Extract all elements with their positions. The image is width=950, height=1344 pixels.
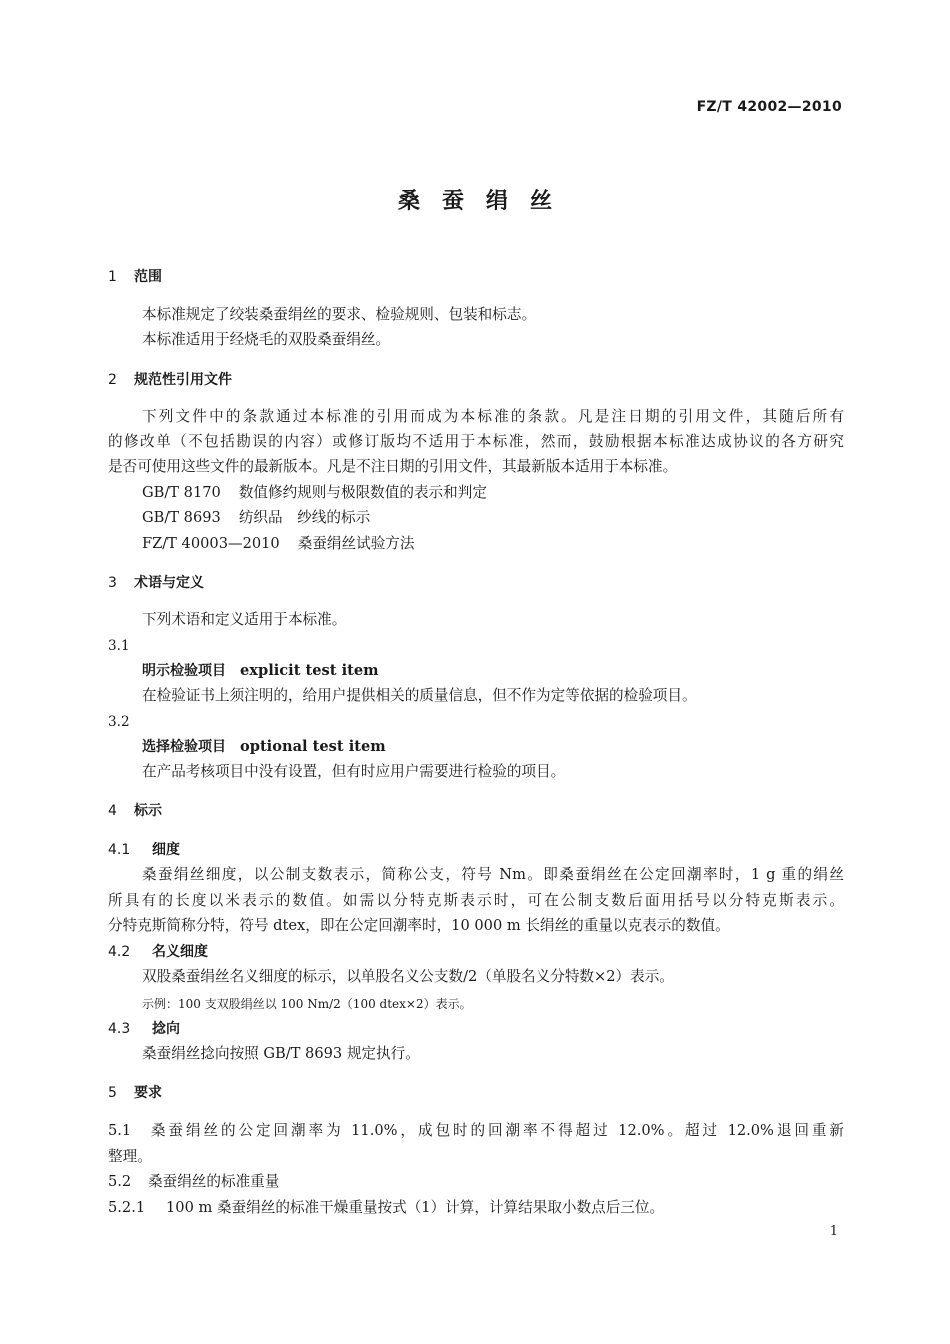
reference-code: GB/T 8170	[142, 484, 221, 501]
section-title: 标示	[134, 803, 162, 819]
paragraph-line: 下列文件中的条款通过本标准的引用而成为本标准的条款。凡是注日期的引用文件，其随后所有	[142, 408, 844, 425]
reference-item	[142, 483, 844, 503]
paragraph: 本标准规定了绞装桑蚕绢丝的要求、检验规则、包装和标志。	[142, 306, 537, 323]
paragraph-line	[108, 1121, 844, 1141]
subsection-4-2-heading	[108, 942, 844, 962]
term-heading	[142, 737, 844, 757]
example-note: 示例：100 支双股绢丝以 100 Nm/2（100 dtex×2）表示。	[142, 997, 472, 1011]
term-definition: 在产品考核项目中没有设置，但有时应用户需要进行检验的项目。	[142, 763, 566, 780]
section-title: 术语与定义	[134, 575, 204, 591]
section-number: 1	[108, 269, 117, 285]
paragraph-line: 双股桑蚕绢丝名义细度的标示，以单股名义公支数/2（单股名义分特数×2）表示。	[142, 968, 674, 985]
subsection-4-3-heading	[108, 1019, 844, 1039]
subsection-4-1-heading	[108, 840, 844, 860]
subsection-number: 4.1	[108, 842, 131, 858]
term-en: optional test item	[240, 738, 386, 755]
subsection-number: 4.3	[108, 1021, 131, 1037]
clause-text: 桑蚕绢丝的公定回潮率为 11.0%，成包时的回潮率不得超过 12.0%。超过 12.0%退回重新	[148, 1122, 844, 1139]
term-zh: 明示检验项目	[142, 663, 226, 679]
paragraph: 下列术语和定义适用于本标准。	[142, 611, 347, 628]
reference-name: 桑蚕绢丝试验方法	[297, 535, 415, 552]
paragraph-line: 整理。	[108, 1148, 152, 1165]
clause-number: 5.2.1	[108, 1199, 146, 1216]
section-2-heading	[108, 370, 844, 390]
reference-name: 纺织品 纱线的标示	[238, 509, 371, 526]
section-number: 4	[108, 803, 117, 819]
paragraph-line: 所具有的长度以米表示的数值。如需以分特克斯表示时，可在公制支数后面用括号以分特克斯表示。	[108, 892, 844, 909]
section-title: 规范性引用文件	[134, 372, 232, 388]
reference-code: FZ/T 40003—2010	[142, 535, 280, 552]
subsection-title: 名义细度	[152, 944, 208, 960]
standard-number: FZ/T 42002—2010	[696, 99, 842, 115]
clause-5-2	[108, 1172, 844, 1192]
clause-number: 5.1	[108, 1122, 132, 1139]
section-number: 2	[108, 372, 117, 388]
section-1-heading	[108, 267, 844, 287]
page-number: 1	[829, 1224, 838, 1239]
reference-code: GB/T 8693	[142, 509, 221, 526]
clause-title: 桑蚕绢丝的标准重量	[148, 1173, 280, 1190]
term-number: 3.2	[108, 714, 130, 730]
section-number: 5	[108, 1085, 117, 1101]
section-5-heading	[108, 1083, 844, 1103]
paragraph-line: 桑蚕绢丝捻向按照 GB/T 8693 规定执行。	[142, 1045, 420, 1062]
reference-name: 数值修约规则与极限数值的表示和判定	[238, 484, 487, 501]
section-number: 3	[108, 575, 117, 591]
clause-5-2-1	[108, 1198, 844, 1218]
paragraph-line: 是否可使用这些文件的最新版本。凡是不注日期的引用文件，其最新版本适用于本标准。	[108, 458, 678, 475]
term-zh: 选择检验项目	[142, 739, 226, 755]
paragraph-line: 桑蚕绢丝细度，以公制支数表示，简称公支，符号 Nm。即桑蚕绢丝在公定回潮率时，1 g 重的绢丝	[142, 866, 844, 883]
subsection-title: 细度	[152, 842, 180, 858]
subsection-number: 4.2	[108, 944, 131, 960]
section-title: 范围	[134, 269, 162, 285]
term-en: explicit test item	[240, 662, 379, 679]
document-title: 桑蚕绢丝	[397, 189, 574, 214]
reference-item	[142, 534, 844, 554]
subsection-title: 捻向	[152, 1021, 180, 1037]
clause-text: 100 m 桑蚕绢丝的标准干燥重量按式（1）计算，计算结果取小数点后三位。	[166, 1199, 665, 1216]
term-number: 3.1	[108, 638, 130, 654]
reference-item	[142, 508, 844, 528]
clause-number: 5.2	[108, 1173, 132, 1190]
section-title: 要求	[134, 1085, 162, 1101]
paragraph: 本标准适用于经烧毛的双股桑蚕绢丝。	[142, 331, 391, 348]
term-definition: 在检验证书上须注明的，给用户提供相关的质量信息，但不作为定等依据的检验项目。	[142, 687, 697, 704]
section-3-heading	[108, 573, 844, 593]
paragraph-line: 分特克斯简称分特，符号 dtex，即在公定回潮率时，10 000 m 长绢丝的重量以克表示的数值。	[108, 917, 730, 934]
paragraph-line: 的修改单（不包括勘误的内容）或修订版均不适用于本标准，然而，鼓励根据本标准达成协议的各方研究	[108, 433, 844, 450]
section-4-heading	[108, 801, 844, 821]
term-heading	[142, 661, 844, 681]
